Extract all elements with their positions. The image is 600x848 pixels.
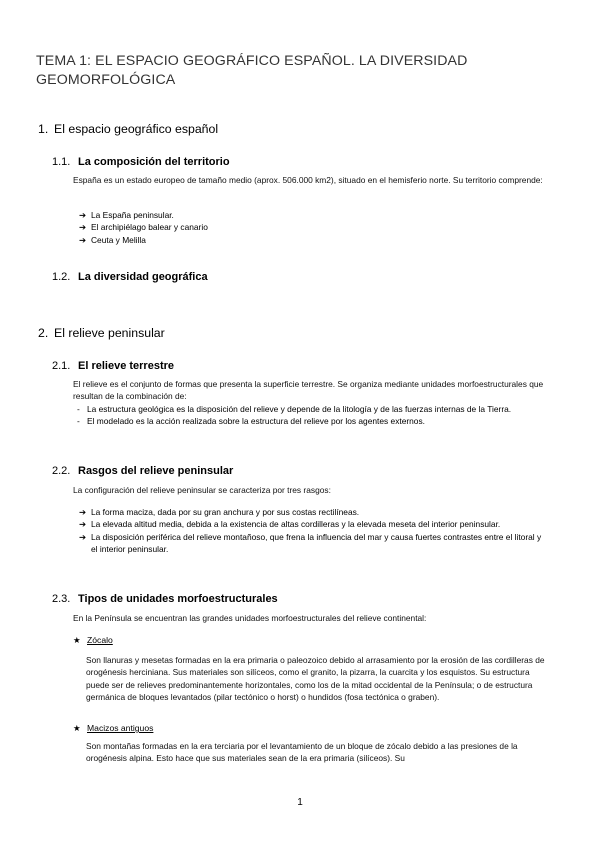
paragraph: En la Península se encuentran las grandes unidades morfoestructurales del relieve continental: [73,613,427,623]
section-title: La composición del territorio [78,156,230,168]
bullet-list [79,209,549,246]
section-1-2-heading [52,270,208,284]
section-number: 1.2. [52,271,71,283]
macizos-heading [73,722,153,734]
list-item: ➔ Ceuta y Melilla [79,234,146,245]
list-item: - La estructura geológica es la disposición del relieve y depende de la litología y de las fuerzas internas de la Tierra. [77,404,512,414]
document-title: TEMA 1: EL ESPACIO GEOGRÁFICO ESPAÑOL. LA DIVERSIDAD GEOMORFOLÓGICA [36,53,468,88]
section-title: Rasgos del relieve peninsular [78,465,234,477]
section-1-1-heading [52,155,230,169]
arrow-icon: ➔ [79,507,87,517]
arrow-icon: ➔ [79,519,87,530]
section-number: 2.1. [52,360,71,372]
term-label: Macizos antiguos [87,723,154,733]
section-number: 2.2. [52,465,71,477]
list-item: ➔ La España peninsular. [79,210,174,220]
section-1-heading [38,122,218,137]
star-icon: ★ [73,635,81,645]
section-title: La diversidad geográfica [78,271,208,283]
section-2-3-heading [52,592,278,606]
section-title: El relieve terrestre [78,360,175,372]
list-item: ➔ La forma maciza, dada por su gran anchura y por sus costas rectilíneas. [79,507,360,517]
paragraph: El relieve es el conjunto de formas que presenta la superficie terrestre. Se organiza mediante unidades morfoestructurales que resultan de la combinación de: [73,379,544,402]
paragraph: España es un estado europeo de tamaño medio (aprox. 506.000 km2), situado en el hemisferio norte. Su territorio comprende: [73,175,543,185]
section-number: 1.1. [52,156,71,168]
section-number: 2. [38,326,49,340]
page-number: 1 [297,797,303,808]
list-item: ➔ El archipiélago balear y canario [79,222,208,233]
star-icon: ★ [73,723,81,733]
paragraph: Son llanuras y mesetas formadas en la era primaria o paleozoico debido al arrasamiento por la erosión de las cordilleras de orogénesis herciniana. Sus materiales son silíceos, como el granito, la pizarra, la cuarcita y los esquistos. Su estructura puede ser de relieves predominantemente horizontales, como los de la mitad occidental de la Península; o de estructura germánica de bloques levantados (pilar tectónico o horst) o hundidos (fosa tectónica o graben). [86,655,545,702]
section-2-1-heading [52,359,174,373]
section-title: El relieve peninsular [54,326,165,340]
arrow-icon: ➔ [79,531,87,542]
section-title: El espacio geográfico español [54,122,219,136]
section-number: 2.3. [52,593,71,605]
term-label: Zócalo [87,635,113,645]
list-item: ➔ La disposición periférica del relieve montañoso, que frena la influencia del mar y causa fuertes contrastes entre el litoral y el interior peninsular. [79,531,542,554]
paragraph: La configuración del relieve peninsular se caracteriza por tres rasgos: [73,485,331,495]
paragraph: Son montañas formadas en la era terciaria por el levantamiento de un bloque de zócalo debido a las presiones de la orogénesis alpina. Esto hace que sus materiales sean de la era primaria (silíceos). Su [86,741,518,764]
dash-list [77,403,547,428]
section-2-heading [38,326,165,341]
arrow-icon: ➔ [79,234,87,245]
arrow-icon: ➔ [79,222,87,233]
section-number: 1. [38,122,49,136]
list-item: - El modelado es la acción realizada sobre la estructura del relieve por los agentes externos. [77,416,425,427]
section-2-2-heading [52,464,233,478]
zocalo-heading [73,634,113,646]
section-title: Tipos de unidades morfoestructurales [78,593,278,605]
arrow-icon: ➔ [79,210,87,220]
bullet-list [79,506,549,555]
list-item: ➔ La elevada altitud media, debida a la existencia de altas cordilleras y la elevada meseta del interior peninsular. [79,519,501,530]
